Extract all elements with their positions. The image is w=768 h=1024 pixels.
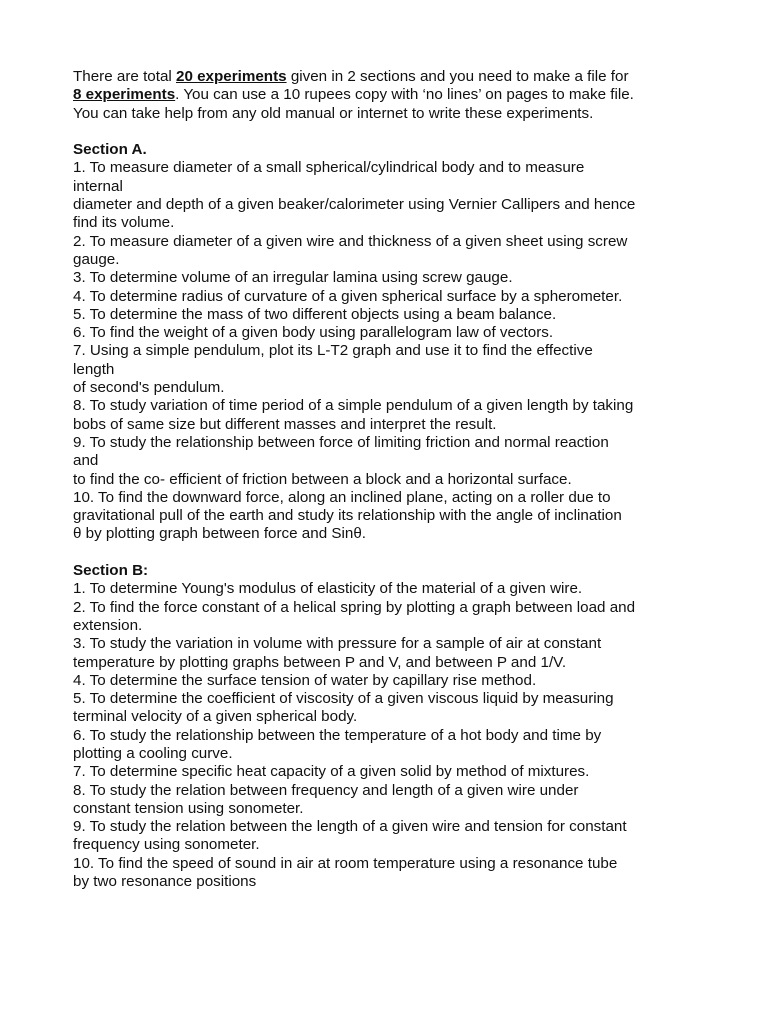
section-a-line: θ by plotting graph between force and Sinθ. <box>73 525 366 543</box>
section-b-line: 10. To find the speed of sound in air at room temperature using a resonance tube <box>73 854 618 872</box>
paragraph-spacer <box>73 123 733 141</box>
section-b-line: 2. To find the force constant of a helical spring by plotting a graph between load and <box>73 598 636 616</box>
section-a-line: 3. To determine volume of an irregular lamina using screw gauge. <box>73 269 513 287</box>
section-a-title: Section A. <box>73 141 147 159</box>
section-b-line: constant tension using sonometer. <box>73 799 304 817</box>
section-b-line: plotting a cooling curve. <box>73 744 233 762</box>
section-b-line: 5. To determine the coefficient of viscosity of a given viscous liquid by measuring <box>73 690 614 708</box>
document-page <box>73 68 733 891</box>
section-a-line: 9. To study the relationship between force of limiting friction and normal reaction <box>73 433 609 451</box>
section-a-line: length <box>73 360 115 378</box>
section-b-line: temperature by plotting graphs between P and V, and between P and 1/V. <box>73 653 567 671</box>
section-b-list <box>73 580 733 891</box>
section-b-line: 3. To study the variation in volume with pressure for a sample of air at constant <box>73 635 602 653</box>
section-a-list <box>73 159 733 543</box>
section-b-line: 7. To determine specific heat capacity of a given solid by method of mixtures. <box>73 763 590 781</box>
section-a-line: diameter and depth of a given beaker/calorimeter using Vernier Callipers and hence <box>73 196 636 214</box>
section-a-line: of second's pendulum. <box>73 379 225 397</box>
section-a-line: and <box>73 452 99 470</box>
paragraph-spacer <box>73 544 733 562</box>
section-a-line: 7. Using a simple pendulum, plot its L-T2 graph and use it to find the effective <box>73 342 593 360</box>
section-b-line: 4. To determine the surface tension of water by capillary rise method. <box>73 671 537 689</box>
section-a-line: 2. To measure diameter of a given wire and thickness of a given sheet using screw <box>73 232 628 250</box>
section-b-line: 9. To study the relation between the length of a given wire and tension for constant <box>73 818 627 836</box>
section-a-line: internal <box>73 177 123 195</box>
section-b-line: 1. To determine Young's modulus of elasticity of the material of a given wire. <box>73 580 583 598</box>
section-b-title: Section B: <box>73 562 149 580</box>
intro-text: There are total <box>73 68 176 85</box>
section-b-line: 6. To study the relationship between the temperature of a hot body and time by <box>73 726 602 744</box>
intro-line-2 <box>73 86 733 104</box>
intro-text: given in 2 sections and you need to make a file for <box>286 68 629 85</box>
section-a-line: 10. To find the downward force, along an inclined plane, acting on a roller due to <box>73 488 611 506</box>
experiment-count-emphasis: 20 experiments <box>176 68 287 85</box>
required-count-emphasis: 8 experiments <box>73 86 176 104</box>
section-a-line: 1. To measure diameter of a small spherical/cylindrical body and to measure <box>73 159 585 177</box>
section-b-line: frequency using sonometer. <box>73 836 260 854</box>
section-a-line: bobs of same size but different masses and interpret the result. <box>73 415 497 433</box>
intro-text: . You can use a 10 rupees copy with ‘no lines’ on pages to make file. <box>175 86 634 104</box>
section-a-line: find its volume. <box>73 214 175 232</box>
intro-line-3: You can take help from any old manual or internet to write these experiments. <box>73 104 594 122</box>
intro-line-1 <box>73 68 733 86</box>
section-b-line: 8. To study the relation between frequency and length of a given wire under <box>73 781 579 799</box>
section-b-line: extension. <box>73 616 143 634</box>
section-a-line: gauge. <box>73 250 120 268</box>
section-a-line: 6. To find the weight of a given body using parallelogram law of vectors. <box>73 324 554 342</box>
section-a-line: to find the co- efficient of friction between a block and a horizontal surface. <box>73 470 572 488</box>
section-b-line: by two resonance positions <box>73 873 257 891</box>
section-a-line: 8. To study variation of time period of a simple pendulum of a given length by taking <box>73 397 634 415</box>
section-a-line: gravitational pull of the earth and study its relationship with the angle of inclination <box>73 507 622 525</box>
section-a-line: 4. To determine radius of curvature of a given spherical surface by a spherometer. <box>73 287 623 305</box>
section-b-line: terminal velocity of a given spherical body. <box>73 708 358 726</box>
section-a-line: 5. To determine the mass of two different objects using a beam balance. <box>73 305 557 323</box>
